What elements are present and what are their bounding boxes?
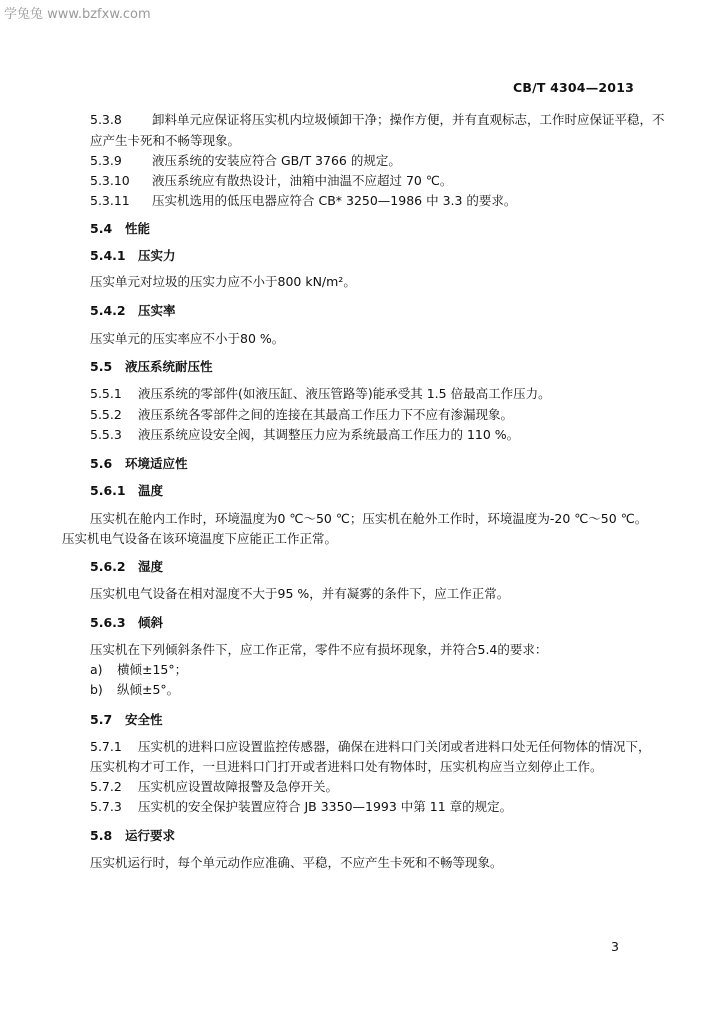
clause-5-3-10 bbox=[90, 171, 452, 189]
clause-title: 倾斜 bbox=[138, 615, 164, 630]
clause-number: 5.5.1 bbox=[90, 386, 122, 401]
clause-number: 5.6.3 bbox=[90, 615, 126, 630]
clause-5-8-body: 压实机运行时，每个单元动作应准确、平稳，不应产生卡死和不畅等现象。 bbox=[90, 855, 503, 870]
clause-5-7-1 bbox=[90, 737, 651, 755]
clause-title: 压实力 bbox=[138, 248, 176, 263]
page-number: 3 bbox=[611, 939, 619, 954]
clause-5-4-1-heading bbox=[90, 246, 176, 264]
section-title: 性能 bbox=[125, 221, 151, 236]
clause-5-5-3 bbox=[90, 425, 519, 443]
section-title: 液压系统耐压性 bbox=[125, 359, 213, 374]
clause-text: 压实机选用的低压电器应符合 CB* 3250—1986 中 3.3 的要求。 bbox=[152, 193, 517, 208]
clause-5-6-1-heading bbox=[90, 481, 163, 499]
clause-title: 温度 bbox=[138, 483, 164, 498]
clause-5-6-1-body-line1: 压实机在舱内工作时，环境温度为0 ℃～50 ℃；压实机在舱外工作时，环境温度为-20 ℃～50 ℃。 bbox=[90, 511, 648, 526]
clause-5-5-1 bbox=[90, 384, 551, 402]
clause-text: 压实机的安全保护装置应符合 JB 3350—1993 中第 11 章的规定。 bbox=[138, 799, 513, 814]
clause-5-3-8-cont: 应产生卡死和不畅等现象。 bbox=[90, 133, 241, 148]
clause-text: 压实机应设置故障报警及急停开关。 bbox=[138, 779, 339, 794]
clause-title: 压实率 bbox=[138, 303, 176, 318]
clause-number: 5.3.9 bbox=[90, 153, 122, 168]
list-label: b) bbox=[90, 682, 103, 697]
clause-5-7-1-cont: 压实机构才可工作，一旦进料口门打开或者进料口处有物体时，压实机构应当立刻停止工作。 bbox=[90, 759, 603, 774]
standard-code: CB/T 4304—2013 bbox=[512, 80, 634, 95]
section-5-5-heading bbox=[90, 357, 213, 375]
clause-number: 5.7.3 bbox=[90, 799, 122, 814]
clause-5-4-2-body: 压实单元的压实率应不小于80 %。 bbox=[90, 331, 285, 346]
clause-text: 液压系统的安装应符合 GB/T 3766 的规定。 bbox=[152, 153, 401, 168]
clause-5-5-2 bbox=[90, 405, 513, 423]
clause-5-4-1-body: 压实单元对垃圾的压实力应不小于800 kN/m²。 bbox=[90, 274, 356, 289]
clause-5-6-3-body: 压实机在下列倾斜条件下，应工作正常，零件不应有损坏现象，并符合5.4的要求： bbox=[90, 642, 548, 657]
section-number: 5.6 bbox=[90, 456, 113, 471]
clause-number: 5.5.2 bbox=[90, 407, 122, 422]
section-5-8-heading bbox=[90, 826, 175, 844]
section-5-7-heading bbox=[90, 710, 163, 728]
clause-5-6-3-heading bbox=[90, 613, 163, 631]
clause-number: 5.3.8 bbox=[90, 112, 122, 127]
clause-number: 5.7.2 bbox=[90, 779, 122, 794]
clause-number: 5.3.10 bbox=[90, 173, 130, 188]
section-5-4-heading bbox=[90, 219, 150, 237]
section-number: 5.7 bbox=[90, 712, 113, 727]
section-title: 运行要求 bbox=[125, 828, 176, 843]
clause-number: 5.6.2 bbox=[90, 559, 126, 574]
section-title: 环境适应性 bbox=[125, 456, 188, 471]
section-title: 安全性 bbox=[125, 712, 163, 727]
clause-number: 5.4.1 bbox=[90, 248, 126, 263]
section-number: 5.5 bbox=[90, 359, 113, 374]
clause-number: 5.6.1 bbox=[90, 483, 126, 498]
clause-5-7-2 bbox=[90, 777, 338, 795]
list-item-a bbox=[90, 660, 187, 678]
clause-text: 液压系统各零部件之间的连接在其最高工作压力下不应有渗漏现象。 bbox=[138, 407, 514, 422]
section-number: 5.4 bbox=[90, 221, 113, 236]
section-5-6-heading bbox=[90, 454, 188, 472]
clause-5-3-9 bbox=[90, 151, 401, 169]
clause-title: 湿度 bbox=[138, 559, 164, 574]
clause-text: 压实机的进料口应设置监控传感器，确保在进料口门关闭或者进料口处无任何物体的情况下， bbox=[138, 739, 651, 754]
list-text: 纵倾±5°。 bbox=[117, 682, 180, 697]
list-text: 横倾±15°； bbox=[117, 662, 188, 677]
clause-text: 液压系统应设安全阀，其调整压力应为系统最高工作压力的 110 %。 bbox=[138, 427, 520, 442]
section-number: 5.8 bbox=[90, 828, 113, 843]
clause-number: 5.5.3 bbox=[90, 427, 122, 442]
list-item-b bbox=[90, 680, 179, 698]
clause-text: 液压系统应有散热设计，油箱中油温不应超过 70 ℃。 bbox=[152, 173, 453, 188]
clause-number: 5.3.11 bbox=[90, 193, 130, 208]
clause-5-7-3 bbox=[90, 797, 512, 815]
clause-number: 5.7.1 bbox=[90, 739, 122, 754]
clause-5-3-11 bbox=[90, 191, 516, 209]
clause-number: 5.4.2 bbox=[90, 303, 126, 318]
clause-5-6-2-heading bbox=[90, 557, 163, 575]
clause-5-6-1-body-line2: 压实机电气设备在该环境温度下应能正工作正常。 bbox=[62, 531, 338, 546]
clause-5-6-2-body: 压实机电气设备在相对湿度不大于95 %，并有凝雾的条件下，应工作正常。 bbox=[90, 586, 510, 601]
clause-text: 卸料单元应保证将压实机内垃圾倾卸干净；操作方便，并有直观标志，工作时应保证平稳，不 bbox=[152, 112, 665, 127]
clause-text: 液压系统的零部件(如液压缸、液压管路等)能承受其 1.5 倍最高工作压力。 bbox=[138, 386, 551, 401]
clause-5-3-8 bbox=[90, 110, 665, 128]
watermark: 学兔兔 www.bzfxw.com bbox=[4, 7, 151, 22]
clause-5-4-2-heading bbox=[90, 301, 176, 319]
list-label: a) bbox=[90, 662, 103, 677]
